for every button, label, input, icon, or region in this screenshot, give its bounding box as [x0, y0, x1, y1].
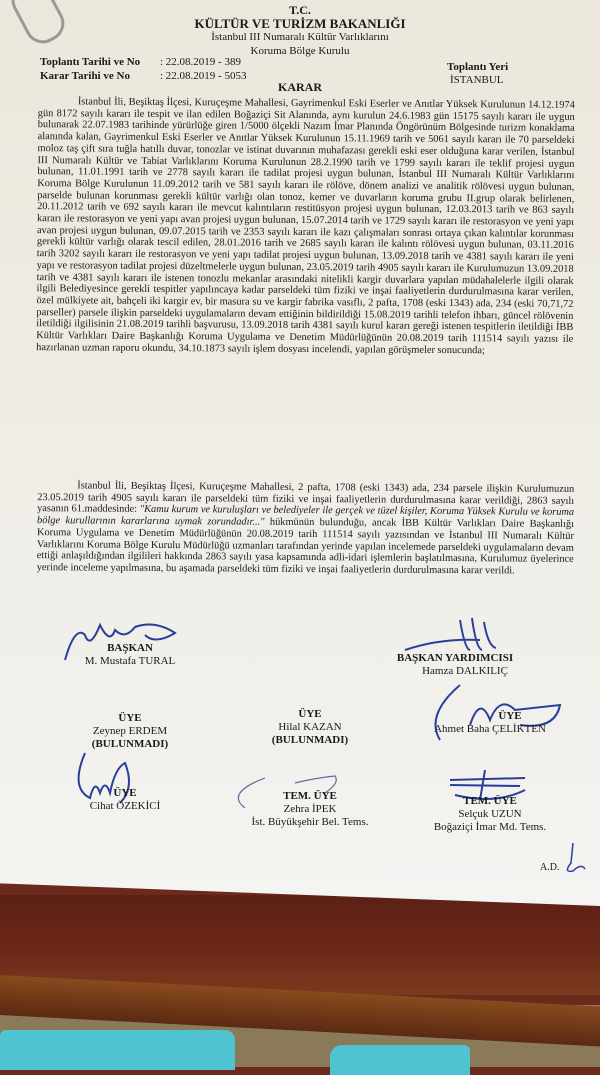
- paragraph-2: [37, 480, 575, 577]
- signature-member-erdem: ÜYE Zeynep ERDEM (BULUNMADI): [91, 712, 169, 750]
- signature-member-ozekici: ÜYE Cihat ÖZEKİCİ: [89, 787, 161, 812]
- signature-member-kazan: ÜYE Hilal KAZAN (BULUNMADI): [271, 708, 349, 746]
- paragraph-2-text-a: İstanbul İli, Beşiktaş İlçesi, Kuruçeşme Mahallesi, 2 pafta, 1708 (eski 1343) ada, 234 parsele ilişkin Kurulumuzun 23.05.2019 tarih 4905 sayılı kararı ile parseldeki tüm fiziki ve inşai faaliyetlerin durdurulmasına karar verildiği, 2863 sayılı yasanın 61.maddesinde:: [37, 480, 575, 516]
- page-initials: A.D.: [540, 862, 560, 873]
- decision-value: : 22.08.2019 - 5053: [160, 70, 247, 82]
- place-value: İSTANBUL: [450, 74, 504, 86]
- paragraph-1: İstanbul İli, Beşiktaş İlçesi, Kuruçeşme Mahallesi, Gayrimenkul Eski Eserler ve Anıtlar Yüksek Kurulunun 14.12.1974 gün 8172 sayılı kararı ile tespit ve ilan edilen Boğaziçi Sit Alanında, aynı kurulun 24.6.1983 gün 15175 sayılı kararı ile uygun bulunarak 22.07.1983 tarihinde yürürlüğe giren 1/5000 ölçekli Nazım İmar Planında Öngörünüm Bölgesinde turizm konaklama alanında kalan, Gayrimenkul Eski Eserler ve Anıtlar Yüksek Kurulunun 15.11.1969 tarih ve 5061 sayılı kararı ile 70 parseldeki moloz taş çift sıra tuğla hatıllı duvar, tonozlar ve istinat duvarının muhafazası gerekli eski eser olduğuna karar verilen, İstanbul III Numaralı Kültür ve Tabiat Varlıklarını Koruma Kurulunun 28.2.1990 tarih ve 1799 sayılı kararı ile teklif projesi uygun bulunan, 11.01.1991 tarih ve 2778 sayılı kararı ile tadilat projesi uygun bulunan, İstanbul III Numaralı Kültür Varlıklarını Koruma Bölge Kurulunun 11.09.2012 tarih ve 581 sayılı kararı ile rölöve, dönem analizi ve analitik rölövesi uygun bulunan, parselde bulunan korunması gerekli kültür varlığı olan tonoz, kemer ve duvarların koruma grubu II.grup olarak belirlenen, 20.11.2012 tarih ve 692 sayılı kararı ile mevcut kalıntıların restitüsyon projesi uygun bulunan, 12.03.2013 tarih ve 863 sayılı kararı ile restorasyon ve yeni yapı avan projesi uygun bulunan, 15.07.2014 tarih ve 1729 sayılı kararı ile restorasyon ve yeni yapı avan projesi uygun bulunan, 09.07.2015 tarih ve 2353 sayılı kararı ile kazı çalışmaları sonrası ortaya çıkan kalıntılar korunması gerekli kültür varlığı olarak tescil edilen, 28.01.2016 tarih ve 2685 sayılı kararı ile kalıntı rölövesi uygun bulunan, 03.11.2016 tarih 3202 sayılı kararı ile restorasyon ve yeni yapı tadilat projesi uygun bulunan, 13.09.2018 tarih ve 4381 sayılı kararı ile yeni yapı ve restorasyon tadilat projesi düzeltmelerle uygun bulunan, 23.05.2019 tarih 4905 sayılı kararı ile Kurulumuzun 13.09.2018 tarih ve 4381 sayılı kararı ile istenen tonozlu mekanlar arasındaki nitelikli kargir duvarlara yapılan müdahalelerle ilgili olarak ilgili Belediyesince gerekli tespitler yapılıncaya kadar parseldeki tüm fiziki ve inşai faaliyetlerin durdurulmasına karar verilen, özel mülkiyete ait, bahçeli iki kargir ev, bir masura su ve kargir fabrika vasıflı, 2 pafta, 1708 (eski 1343) ada, 234 (eski 70,71,72 parseller) parsele ilişkin parseldeki uygulamaların devam ettiğinin bildirildiği 15.08.2019 tarihli telefon ihbarı, güncel rölövenin iletildiği ilgilisinin 21.08.2019 tarihli başvurusu, 13.09.2018 tarih 4381 sayılı kurul kararı gereği istenen tespitlerin iletildiği İBB Kültür Varlıkları Daire Başkanlığı Koruma Uygulama ve Denetim Müdürlüğünün 20.08.2019 tarih 111514 sayılı yazısı ile hazırlanan uzman raporu okundu, 34.10.1873 sayılı işlem dosyası incelendi, yapılan görüşmeler sonucunda;: [36, 96, 575, 357]
- turquoise-cloth-2: [330, 1045, 470, 1075]
- law-quote: "Kamu kurum ve kuruluşları ve belediyeler ile gerçek ve tüzel kişiler, Koruma Yüksek Kurulu ve koruma bölge kurullarının kararlarına uymak zorundadır...": [37, 504, 575, 528]
- signature-member-celikten: ÜYE Ahmet Baha ÇELİKTEN: [434, 710, 546, 735]
- place-label: Toplantı Yeri: [447, 61, 509, 73]
- signature-rep-uzun: TEM. ÜYE Selçuk UZUN Boğaziçi İmar Md. Tems.: [433, 795, 547, 833]
- signature-chair: BAŞKAN M. Mustafa TURAL: [84, 642, 176, 667]
- signature-rep-ipek: TEM. ÜYE Zehra İPEK İst. Büyükşehir Bel. Tems.: [251, 790, 369, 828]
- meeting-value: : 22.08.2019 - 389: [160, 56, 241, 68]
- header-board: İstanbul III Numaralı Kültür Varlıklarını: [211, 31, 389, 43]
- initials-signature-icon: [563, 843, 593, 875]
- document-title: KARAR: [278, 80, 322, 94]
- paragraph-2-text-b: hükmünün bulunduğu, ancak İBB Kültür Varlıkları Daire Başkanlığı Koruma Uygulama ve Denetim Müdürlüğünün 20.08.2019 tarih 111514 sayılı yazısından ve İstanbul III Numaralı Kültür Varlıklarını Koruma Bölge Kurulu Müdürlüğü uzmanları tarafından yerinde yapılan incelemede parseldeki uygulamaların devam ettiği anlaşıldığından ilgilileri hakkında 2863 sayılı yasa kapsamında adli-idari işlemlerin başlatılmasına, Kurulumuz üyelerince yerinde inceleme yapılmasına, bu aşamada parseldeki tüm fiziki ve inşai faaliyetlerin durdurulmasına karar verildi.: [36, 516, 575, 577]
- turquoise-cloth: [0, 1030, 235, 1070]
- decision-label: Karar Tarihi ve No: [40, 70, 130, 82]
- meeting-label: Toplantı Tarihi ve No: [40, 56, 141, 68]
- header-tc: T.C.: [289, 3, 311, 17]
- signature-vice-chair: BAŞKAN YARDIMCISI Hamza DALKILIÇ: [396, 652, 514, 677]
- header-board-2: Koruma Bölge Kurulu: [250, 45, 350, 57]
- header-ministry: KÜLTÜR VE TURİZM BAKANLIĞI: [194, 16, 406, 31]
